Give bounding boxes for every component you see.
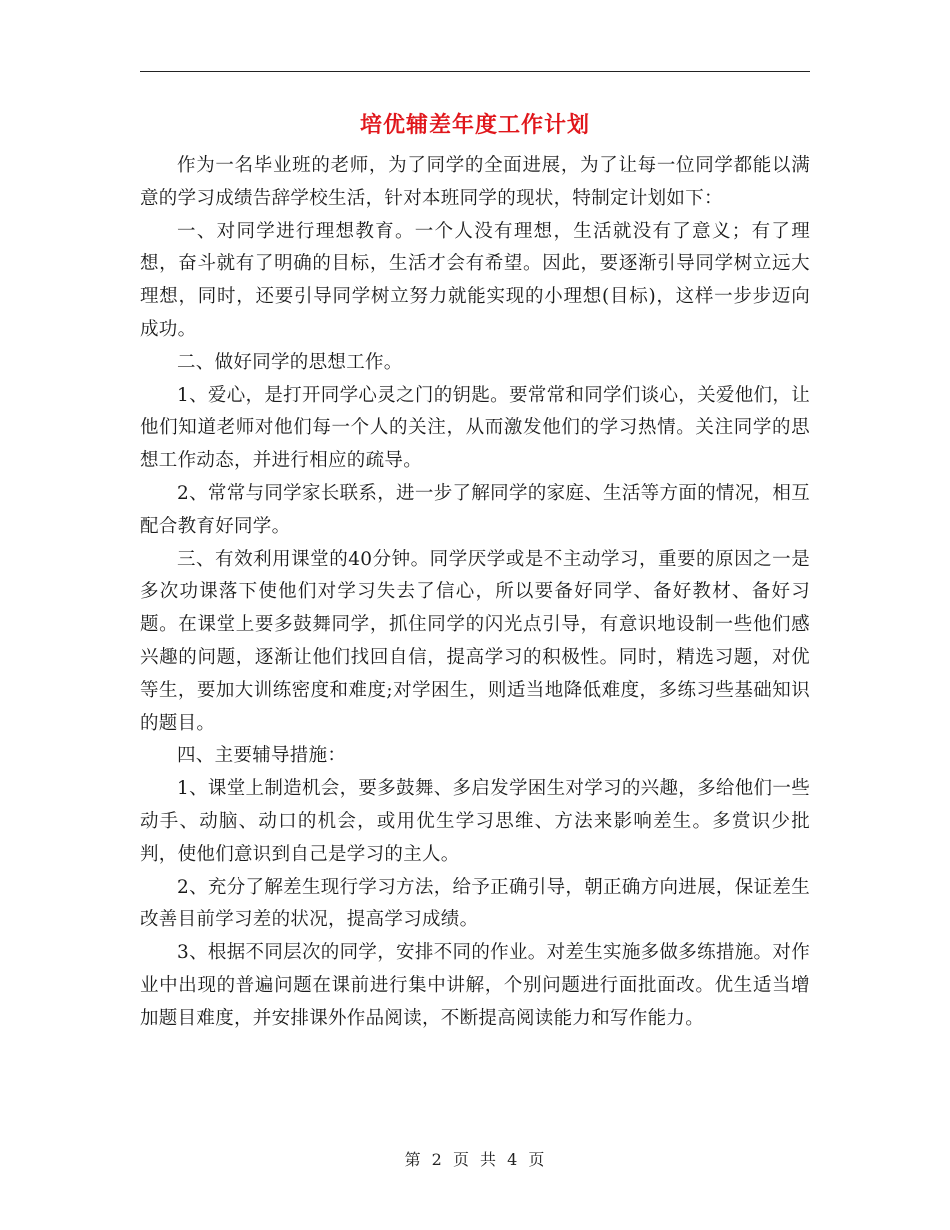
document-title: 培优辅差年度工作计划	[359, 112, 590, 138]
paragraph-section-2-item-1: 1、爱心，是打开同学心灵之门的钥匙。要常常和同学们谈心，关爱他们，让他们知道老师对他们每一个人的关注，从而激发他们的学习热情。关注同学的思想工作动态，并进行相应的疏导。	[140, 384, 810, 472]
paragraph-section-4-item-1: 1、课堂上制造机会，要多鼓舞、多启发学困生对学习的兴趣，多给他们一些动手、动脑、动口的机会，或用优生学习思维、方法来影响差生。多赏识少批判，使他们意识到自己是学习的主人。	[140, 778, 810, 865]
paragraph-section-1: 一、对同学进行理想教育。一个人没有理想，生活就没有了意义；有了理想，奋斗就有了明确的目标，生活才会有希望。因此，要逐渐引导同学树立远大理想，同时，还要引导同学树立努力就能实现的小理想(目标)，这样一步步迈向成功。	[140, 220, 810, 340]
header-rule	[140, 71, 810, 72]
paragraph-section-4-item-3: 3、根据不同层次的同学，安排不同的作业。对差生实施多做多练措施。对作业中出现的普遍问题在课前进行集中讲解，个别问题进行面批面改。优生适当增加题目难度，并安排课外作品阅读，不断提高阅读能力和写作能力。	[140, 942, 810, 1029]
paragraph-section-2-heading: 二、做好同学的思想工作。	[177, 351, 403, 373]
page-number: 第 2 页 共 4 页	[404, 1150, 546, 1169]
paragraph-intro: 作为一名毕业班的老师，为了同学的全面进展，为了让每一位同学都能以满意的学习成绩告辞学校生活，针对本班同学的现状，特制定计划如下：	[140, 155, 810, 209]
paragraph-section-4-item-2: 2、充分了解差生现行学习方法，给予正确引导，朝正确方向进展，保证差生改善目前学习差的状况，提高学习成绩。	[140, 876, 810, 931]
paragraph-section-2-item-2: 2、常常与同学家长联系，进一步了解同学的家庭、生活等方面的情况，相互配合教育好同学。	[140, 482, 810, 537]
document-body	[140, 150, 810, 1036]
paragraph-section-4-heading: 四、主要辅导措施：	[177, 745, 347, 767]
paragraph-section-3: 三、有效利用课堂的40分钟。同学厌学或是不主动学习，重要的原因之一是多次功课落下使他们对学习失去了信心，所以要备好同学、备好教材、备好习题。在课堂上要多鼓舞同学，抓住同学的闪光点引导，有意识地设制一些他们感兴趣的问题，逐渐让他们找回自信，提高学习的积极性。同时，精选习题，对优等生，要加大训练密度和难度;对学困生，则适当地降低难度，多练习些基础知识的题目。	[140, 548, 810, 734]
